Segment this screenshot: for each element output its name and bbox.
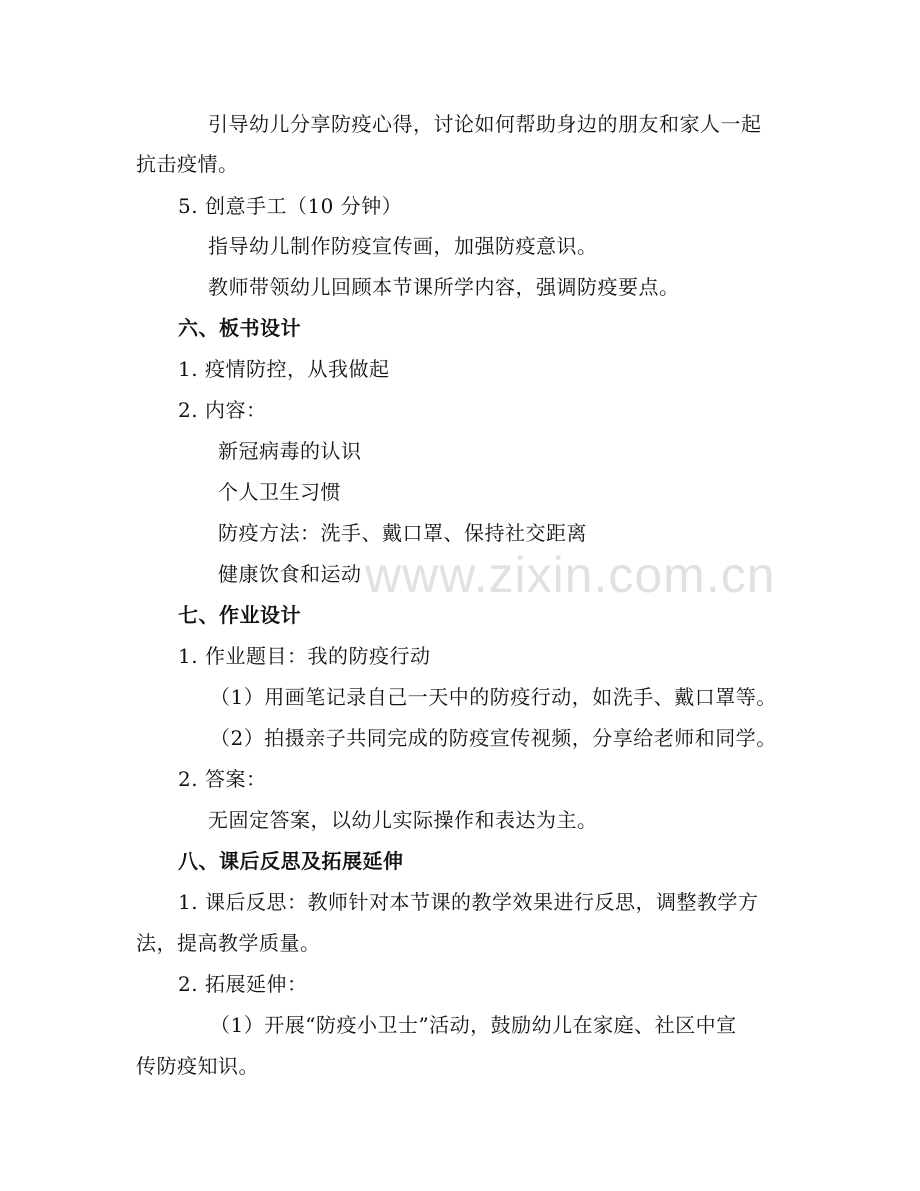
list-item: 2. 答案： [178, 767, 267, 791]
section-heading: 六、板书设计 [178, 316, 301, 340]
watermark-text: www.zixin.com.cn [365, 547, 776, 603]
paragraph-line: 抗击疫情。 [136, 152, 239, 176]
section-heading: 八、课后反思及拓展延伸 [178, 849, 404, 873]
paragraph-line: 法，提高教学质量。 [136, 931, 321, 955]
list-item: 1. 作业题目：我的防疫行动 [178, 644, 431, 668]
content-item: 新冠病毒的认识 [218, 439, 362, 463]
section-heading: 七、作业设计 [178, 603, 301, 627]
list-item: 1. 课后反思：教师针对本节课的教学效果进行反思，调整教学方 [178, 890, 759, 914]
paragraph-line: 引导幼儿分享防疫心得，讨论如何帮助身边的朋友和家人一起 [208, 112, 762, 136]
content-item: 防疫方法：洗手、戴口罩、保持社交距离 [218, 521, 587, 545]
paragraph-line: 教师带领幼儿回顾本节课所学内容，强调防疫要点。 [208, 275, 680, 299]
list-item: 1. 疫情防控，从我做起 [178, 357, 390, 381]
sub-list-item: （1）开展“防疫小卫士”活动，鼓励幼儿在家庭、社区中宣 [210, 1013, 737, 1037]
paragraph-line: 无固定答案，以幼儿实际操作和表达为主。 [208, 808, 598, 832]
paragraph-line: 传防疫知识。 [136, 1054, 259, 1078]
list-item: 2. 内容： [178, 398, 267, 422]
sub-list-item: （1）用画笔记录自己一天中的防疫行动，如洗手、戴口罩等。 [210, 685, 777, 709]
paragraph-line: 指导幼儿制作防疫宣传画，加强防疫意识。 [208, 234, 598, 258]
content-item: 个人卫生习惯 [218, 480, 341, 504]
sub-list-item: （2）拍摄亲子共同完成的防疫宣传视频，分享给老师和同学。 [210, 726, 777, 750]
list-item: 2. 拓展延伸： [178, 972, 308, 996]
content-item: 健康饮食和运动 [218, 562, 362, 586]
list-item: 5. 创意手工（10 分钟） [178, 194, 403, 218]
